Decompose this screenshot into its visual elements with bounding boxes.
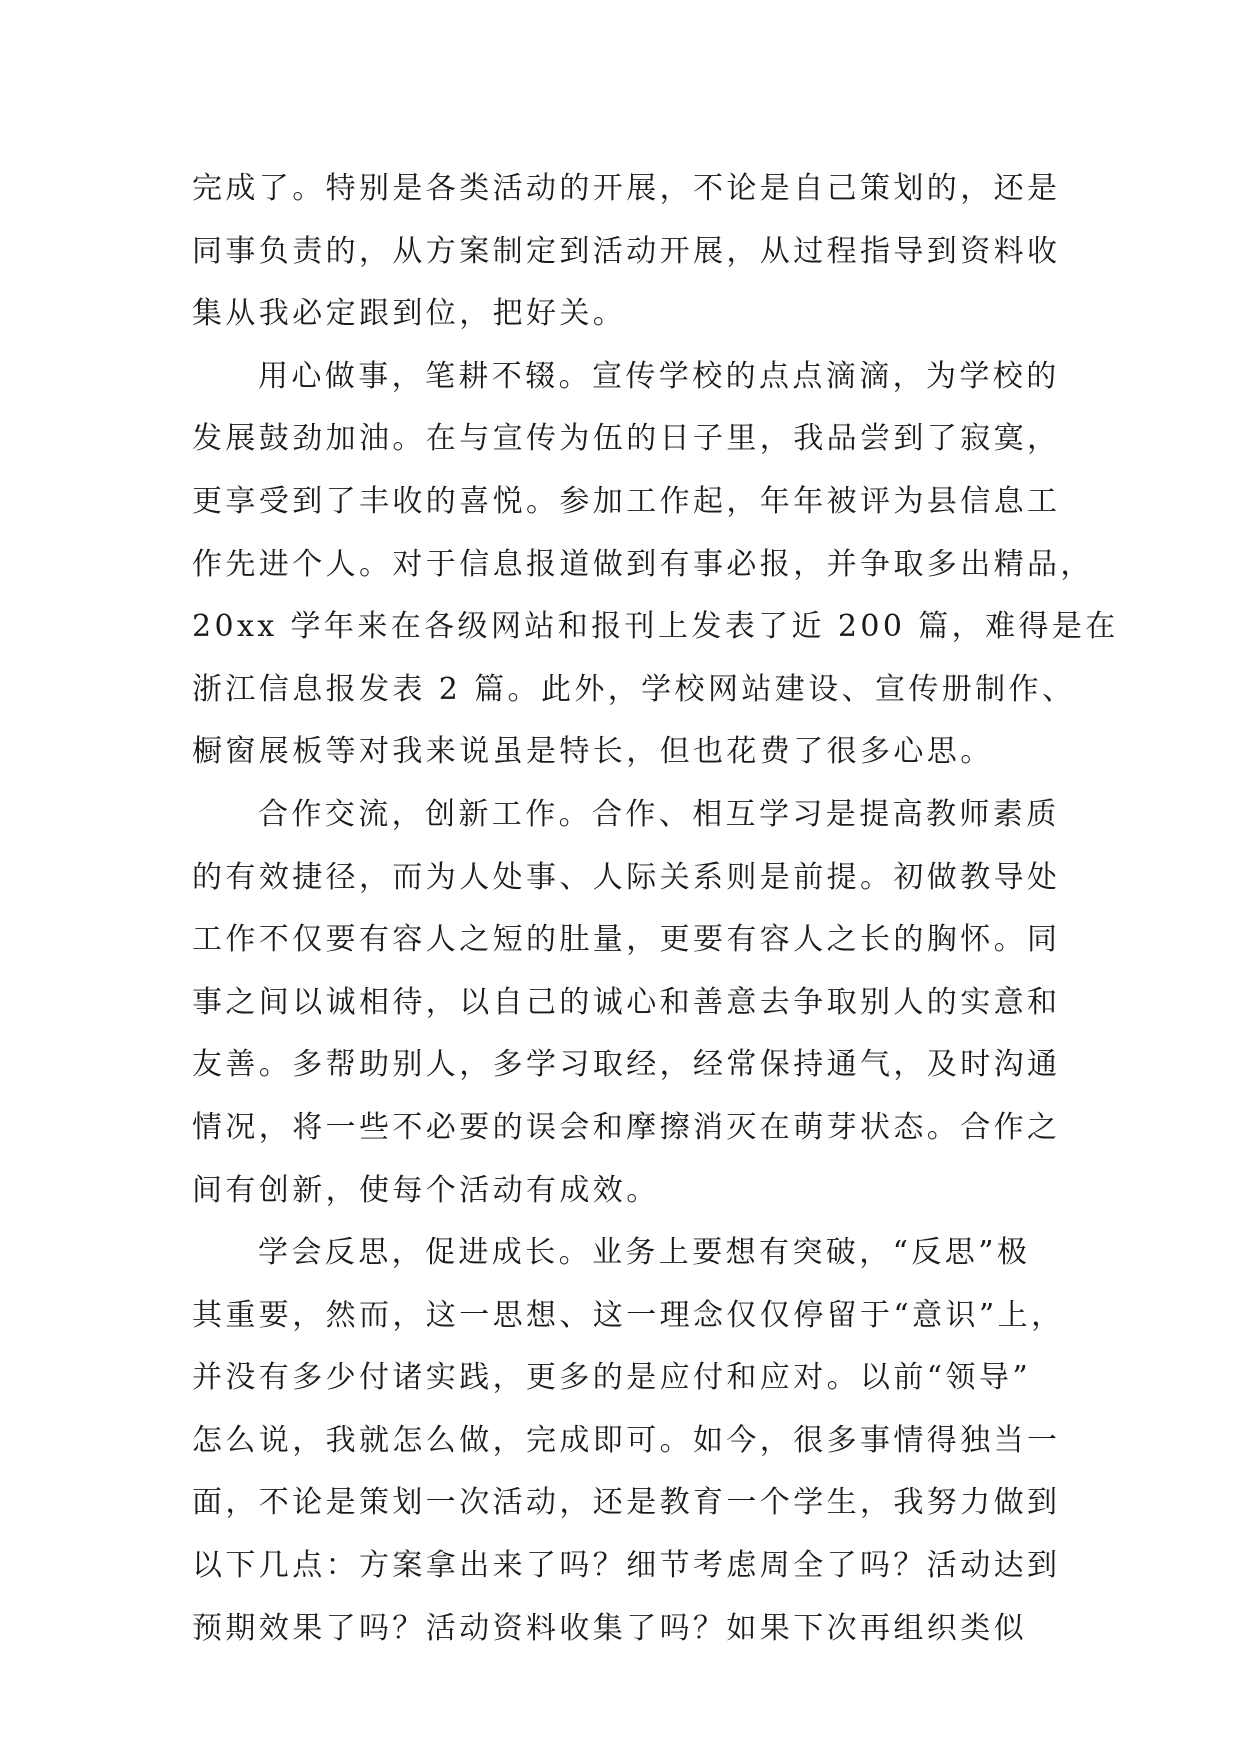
text-line: 浙江信息报发表 2 篇。此外，学校网站建设、宣传册制作、 xyxy=(192,671,1076,707)
text-line: 事之间以诚相待，以自己的诚心和善意去争取别人的实意和 xyxy=(192,984,1061,1020)
text-line: 作先进个人。对于信息报道做到有事必报，并争取多出精品， xyxy=(192,546,1094,582)
text-line: 工作不仅要有容人之短的肚量，更要有容人之长的胸怀。同 xyxy=(192,922,1061,958)
text-line: 发展鼓劲加油。在与宣传为伍的日子里，我品尝到了寂寞， xyxy=(192,421,1061,457)
text-line: 集从我必定跟到位，把好关。 xyxy=(192,296,627,332)
text-line: 学会反思，促进成长。业务上要想有突破，“反思”极 xyxy=(258,1235,1031,1271)
text-line: 同事负责的，从方案制定到活动开展，从过程指导到资料收 xyxy=(192,233,1061,269)
text-line: 间有创新，使每个活动有成效。 xyxy=(192,1172,660,1208)
text-line: 预期效果了吗？活动资料收集了吗？如果下次再组织类似 xyxy=(192,1610,1027,1646)
text-line: 更享受到了丰收的喜悦。参加工作起，年年被评为县信息工 xyxy=(192,483,1061,519)
document-body xyxy=(192,158,1119,1660)
text-line: 情况，将一些不必要的误会和摩擦消灭在萌芽状态。合作之 xyxy=(192,1109,1061,1145)
text-line: 20xx 学年来在各级网站和报刊上发表了近 200 篇，难得是在 xyxy=(192,609,1119,645)
text-line: 怎么说，我就怎么做，完成即可。如今，很多事情得独当一 xyxy=(192,1422,1061,1458)
text-line: 用心做事，笔耕不辍。宣传学校的点点滴滴，为学校的 xyxy=(258,358,1060,394)
text-line: 橱窗展板等对我来说虽是特长，但也花费了很多心思。 xyxy=(192,734,994,770)
text-line: 合作交流，创新工作。合作、相互学习是提高教师素质 xyxy=(258,796,1060,832)
text-line: 友善。多帮助别人，多学习取经，经常保持通气，及时沟通 xyxy=(192,1047,1061,1083)
text-line: 的有效捷径，而为人处事、人际关系则是前提。初做教导处 xyxy=(192,859,1061,895)
text-line: 以下几点：方案拿出来了吗？细节考虑周全了吗？活动达到 xyxy=(192,1548,1061,1584)
text-line: 完成了。特别是各类活动的开展，不论是自己策划的，还是 xyxy=(192,171,1061,206)
text-line: 其重要，然而，这一思想、这一理念仅仅停留于“意识”上， xyxy=(192,1297,1065,1333)
text-line: 并没有多少付诸实践，更多的是应付和应对。以前“领导” xyxy=(192,1360,1032,1396)
text-line: 面，不论是策划一次活动，还是教育一个学生，我努力做到 xyxy=(192,1485,1061,1521)
